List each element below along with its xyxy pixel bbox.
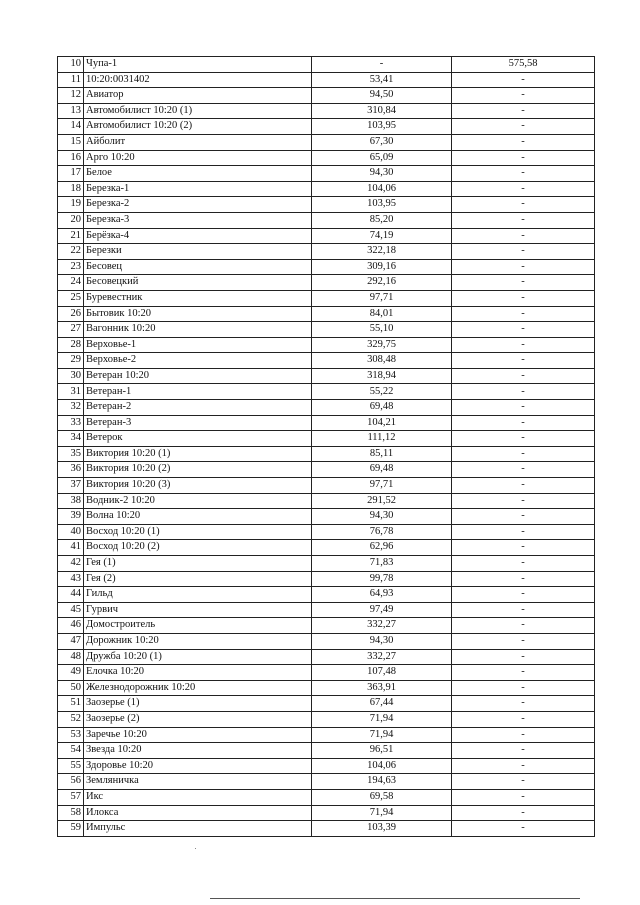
row-name-cell: Здоровье 10:20	[84, 758, 312, 774]
row-value1-cell: 55,10	[312, 322, 452, 338]
row-number-cell: 52	[58, 711, 84, 727]
row-value1-cell: 332,27	[312, 618, 452, 634]
row-value2-cell: -	[452, 228, 595, 244]
table-row	[58, 384, 595, 400]
row-number-cell: 23	[58, 259, 84, 275]
row-name-cell: Звезда 10:20	[84, 743, 312, 759]
row-value2-cell: -	[452, 758, 595, 774]
row-value2-cell: -	[452, 306, 595, 322]
row-name-cell: Виктория 10:20 (1)	[84, 446, 312, 462]
row-value1-cell: 76,78	[312, 524, 452, 540]
row-name-cell: 10:20:0031402	[84, 72, 312, 88]
row-value1-cell: 111,12	[312, 431, 452, 447]
row-name-cell: Волна 10:20	[84, 509, 312, 525]
row-number-cell: 58	[58, 805, 84, 821]
row-value2-cell: -	[452, 540, 595, 556]
row-number-cell: 50	[58, 680, 84, 696]
table-row	[58, 758, 595, 774]
row-name-cell: Белое	[84, 166, 312, 182]
row-name-cell: Арго 10:20	[84, 150, 312, 166]
row-number-cell: 22	[58, 244, 84, 260]
row-name-cell: Восход 10:20 (2)	[84, 540, 312, 556]
row-value1-cell: 71,94	[312, 805, 452, 821]
table-row	[58, 524, 595, 540]
row-value1-cell: 104,06	[312, 758, 452, 774]
row-value2-cell: -	[452, 353, 595, 369]
row-value1-cell: 94,30	[312, 166, 452, 182]
table-row	[58, 493, 595, 509]
table-row	[58, 774, 595, 790]
row-name-cell: Виктория 10:20 (3)	[84, 478, 312, 494]
row-name-cell: Буревестник	[84, 290, 312, 306]
row-value1-cell: 85,11	[312, 446, 452, 462]
row-value2-cell: -	[452, 212, 595, 228]
row-value1-cell: 318,94	[312, 368, 452, 384]
row-value2-cell: -	[452, 244, 595, 260]
table-row	[58, 462, 595, 478]
row-value2-cell: -	[452, 88, 595, 104]
row-number-cell: 40	[58, 524, 84, 540]
row-name-cell: Верховье-1	[84, 337, 312, 353]
row-name-cell: Автомобилист 10:20 (1)	[84, 103, 312, 119]
row-name-cell: Гурвич	[84, 602, 312, 618]
row-value2-cell: -	[452, 633, 595, 649]
row-value1-cell: 103,95	[312, 119, 452, 135]
row-value2-cell: -	[452, 774, 595, 790]
row-value1-cell: 308,48	[312, 353, 452, 369]
row-value2-cell: -	[452, 821, 595, 837]
table-row	[58, 88, 595, 104]
row-number-cell: 55	[58, 758, 84, 774]
row-number-cell: 21	[58, 228, 84, 244]
row-name-cell: Виктория 10:20 (2)	[84, 462, 312, 478]
table-row	[58, 665, 595, 681]
row-number-cell: 20	[58, 212, 84, 228]
row-number-cell: 36	[58, 462, 84, 478]
row-number-cell: 57	[58, 789, 84, 805]
row-value1-cell: 194,63	[312, 774, 452, 790]
row-value2-cell: -	[452, 337, 595, 353]
table-row	[58, 353, 595, 369]
row-value1-cell: -	[312, 57, 452, 73]
row-number-cell: 42	[58, 556, 84, 572]
table-row	[58, 509, 595, 525]
row-value2-cell: -	[452, 384, 595, 400]
table-row	[58, 446, 595, 462]
row-number-cell: 12	[58, 88, 84, 104]
row-number-cell: 14	[58, 119, 84, 135]
row-value1-cell: 97,49	[312, 602, 452, 618]
row-name-cell: Березка-2	[84, 197, 312, 213]
row-number-cell: 25	[58, 290, 84, 306]
row-name-cell: Заозерье (2)	[84, 711, 312, 727]
row-name-cell: Ветерок	[84, 431, 312, 447]
row-value1-cell: 97,71	[312, 290, 452, 306]
row-value2-cell: -	[452, 400, 595, 416]
row-number-cell: 10	[58, 57, 84, 73]
row-value2-cell: -	[452, 431, 595, 447]
row-value1-cell: 74,19	[312, 228, 452, 244]
row-number-cell: 47	[58, 633, 84, 649]
row-value2-cell: -	[452, 368, 595, 384]
row-name-cell: Бесовец	[84, 259, 312, 275]
row-name-cell: Елочка 10:20	[84, 665, 312, 681]
table-row	[58, 540, 595, 556]
row-name-cell: Автомобилист 10:20 (2)	[84, 119, 312, 135]
row-name-cell: Ветеран 10:20	[84, 368, 312, 384]
table-row	[58, 633, 595, 649]
row-value2-cell: -	[452, 415, 595, 431]
row-value2-cell: -	[452, 696, 595, 712]
row-name-cell: Березки	[84, 244, 312, 260]
row-number-cell: 15	[58, 134, 84, 150]
row-value2-cell: -	[452, 789, 595, 805]
row-value2-cell: -	[452, 134, 595, 150]
row-number-cell: 16	[58, 150, 84, 166]
row-name-cell: Гильд	[84, 587, 312, 603]
row-name-cell: Импульс	[84, 821, 312, 837]
table-row	[58, 696, 595, 712]
table-row	[58, 478, 595, 494]
row-value1-cell: 104,21	[312, 415, 452, 431]
row-value1-cell: 64,93	[312, 587, 452, 603]
row-name-cell: Икс	[84, 789, 312, 805]
row-value1-cell: 53,41	[312, 72, 452, 88]
page-edge-line	[210, 898, 580, 899]
scan-artifact	[195, 848, 196, 849]
row-number-cell: 51	[58, 696, 84, 712]
row-value1-cell: 329,75	[312, 337, 452, 353]
row-name-cell: Заозерье (1)	[84, 696, 312, 712]
row-value1-cell: 310,84	[312, 103, 452, 119]
table-row	[58, 727, 595, 743]
table-row	[58, 587, 595, 603]
row-number-cell: 28	[58, 337, 84, 353]
row-number-cell: 48	[58, 649, 84, 665]
row-value1-cell: 292,16	[312, 275, 452, 291]
row-number-cell: 41	[58, 540, 84, 556]
table-row	[58, 322, 595, 338]
row-number-cell: 39	[58, 509, 84, 525]
table-row	[58, 743, 595, 759]
row-value1-cell: 309,16	[312, 259, 452, 275]
table-row	[58, 571, 595, 587]
row-value2-cell: -	[452, 727, 595, 743]
row-value1-cell: 71,94	[312, 711, 452, 727]
row-name-cell: Илокса	[84, 805, 312, 821]
row-value2-cell: -	[452, 462, 595, 478]
row-number-cell: 24	[58, 275, 84, 291]
row-name-cell: Железнодорожник 10:20	[84, 680, 312, 696]
row-value2-cell: -	[452, 665, 595, 681]
row-number-cell: 26	[58, 306, 84, 322]
table-row	[58, 290, 595, 306]
row-number-cell: 35	[58, 446, 84, 462]
row-name-cell: Авиатор	[84, 88, 312, 104]
row-value1-cell: 65,09	[312, 150, 452, 166]
row-value2-cell: -	[452, 119, 595, 135]
row-name-cell: Дорожник 10:20	[84, 633, 312, 649]
row-value1-cell: 96,51	[312, 743, 452, 759]
row-number-cell: 37	[58, 478, 84, 494]
row-value2-cell: -	[452, 618, 595, 634]
row-value2-cell: -	[452, 322, 595, 338]
row-value1-cell: 94,30	[312, 633, 452, 649]
table-row	[58, 197, 595, 213]
row-value2-cell: -	[452, 150, 595, 166]
row-number-cell: 11	[58, 72, 84, 88]
table-row	[58, 400, 595, 416]
table-row	[58, 618, 595, 634]
table-row	[58, 649, 595, 665]
table-row	[58, 72, 595, 88]
row-value2-cell: -	[452, 805, 595, 821]
row-value2-cell: -	[452, 259, 595, 275]
row-name-cell: Ветеран-3	[84, 415, 312, 431]
row-value1-cell: 84,01	[312, 306, 452, 322]
row-name-cell: Ветеран-1	[84, 384, 312, 400]
row-number-cell: 43	[58, 571, 84, 587]
row-value2-cell: -	[452, 197, 595, 213]
row-name-cell: Дружба 10:20 (1)	[84, 649, 312, 665]
row-value1-cell: 55,22	[312, 384, 452, 400]
table-row	[58, 821, 595, 837]
row-name-cell: Ветеран-2	[84, 400, 312, 416]
table-row	[58, 228, 595, 244]
row-name-cell: Восход 10:20 (1)	[84, 524, 312, 540]
row-value1-cell: 85,20	[312, 212, 452, 228]
row-name-cell: Гея (2)	[84, 571, 312, 587]
row-number-cell: 38	[58, 493, 84, 509]
table-row	[58, 181, 595, 197]
row-number-cell: 44	[58, 587, 84, 603]
row-number-cell: 30	[58, 368, 84, 384]
row-value2-cell: -	[452, 571, 595, 587]
row-value2-cell: -	[452, 680, 595, 696]
row-value2-cell: -	[452, 275, 595, 291]
table-row	[58, 166, 595, 182]
row-number-cell: 45	[58, 602, 84, 618]
row-number-cell: 46	[58, 618, 84, 634]
row-number-cell: 31	[58, 384, 84, 400]
row-number-cell: 53	[58, 727, 84, 743]
row-value2-cell: -	[452, 493, 595, 509]
row-name-cell: Бесовецкий	[84, 275, 312, 291]
table-row	[58, 789, 595, 805]
table-row	[58, 680, 595, 696]
row-value1-cell: 97,71	[312, 478, 452, 494]
row-value1-cell: 363,91	[312, 680, 452, 696]
row-value1-cell: 71,83	[312, 556, 452, 572]
table-row	[58, 431, 595, 447]
row-value1-cell: 99,78	[312, 571, 452, 587]
row-number-cell: 33	[58, 415, 84, 431]
row-value2-cell: -	[452, 587, 595, 603]
table-row	[58, 119, 595, 135]
row-name-cell: Вагонник 10:20	[84, 322, 312, 338]
row-value2-cell: -	[452, 103, 595, 119]
row-number-cell: 49	[58, 665, 84, 681]
row-value1-cell: 71,94	[312, 727, 452, 743]
table-row	[58, 602, 595, 618]
row-name-cell: Чупа-1	[84, 57, 312, 73]
row-value1-cell: 69,48	[312, 462, 452, 478]
row-number-cell: 19	[58, 197, 84, 213]
table-row	[58, 306, 595, 322]
table-row	[58, 57, 595, 73]
table-row	[58, 259, 595, 275]
row-name-cell: Березка-3	[84, 212, 312, 228]
row-value1-cell: 322,18	[312, 244, 452, 260]
table-row	[58, 711, 595, 727]
row-number-cell: 18	[58, 181, 84, 197]
row-value2-cell: -	[452, 181, 595, 197]
row-value2-cell: -	[452, 72, 595, 88]
table-row	[58, 415, 595, 431]
row-value2-cell: -	[452, 509, 595, 525]
row-name-cell: Верховье-2	[84, 353, 312, 369]
row-value2-cell: 575,58	[452, 57, 595, 73]
row-value1-cell: 94,30	[312, 509, 452, 525]
row-name-cell: Бытовик 10:20	[84, 306, 312, 322]
row-number-cell: 59	[58, 821, 84, 837]
row-value2-cell: -	[452, 446, 595, 462]
row-value1-cell: 332,27	[312, 649, 452, 665]
row-number-cell: 54	[58, 743, 84, 759]
table-row	[58, 337, 595, 353]
row-name-cell: Берёзка-4	[84, 228, 312, 244]
row-number-cell: 27	[58, 322, 84, 338]
row-value1-cell: 67,44	[312, 696, 452, 712]
row-value1-cell: 291,52	[312, 493, 452, 509]
row-value2-cell: -	[452, 711, 595, 727]
row-value2-cell: -	[452, 524, 595, 540]
row-value2-cell: -	[452, 478, 595, 494]
row-name-cell: Айболит	[84, 134, 312, 150]
table-row	[58, 556, 595, 572]
row-name-cell: Березка-1	[84, 181, 312, 197]
table-row	[58, 805, 595, 821]
table-body	[58, 57, 595, 837]
row-number-cell: 13	[58, 103, 84, 119]
table-row	[58, 212, 595, 228]
row-value1-cell: 67,30	[312, 134, 452, 150]
row-value2-cell: -	[452, 556, 595, 572]
table-row	[58, 368, 595, 384]
row-number-cell: 29	[58, 353, 84, 369]
row-value2-cell: -	[452, 602, 595, 618]
row-value2-cell: -	[452, 649, 595, 665]
row-name-cell: Гея (1)	[84, 556, 312, 572]
row-number-cell: 32	[58, 400, 84, 416]
table-row	[58, 244, 595, 260]
row-name-cell: Домостроитель	[84, 618, 312, 634]
row-value1-cell: 69,48	[312, 400, 452, 416]
table-row	[58, 134, 595, 150]
row-name-cell: Заречье 10:20	[84, 727, 312, 743]
row-value1-cell: 103,39	[312, 821, 452, 837]
row-number-cell: 34	[58, 431, 84, 447]
row-value1-cell: 69,58	[312, 789, 452, 805]
row-value1-cell: 62,96	[312, 540, 452, 556]
row-value1-cell: 107,48	[312, 665, 452, 681]
row-number-cell: 56	[58, 774, 84, 790]
row-value2-cell: -	[452, 166, 595, 182]
row-value2-cell: -	[452, 290, 595, 306]
row-name-cell: Земляничка	[84, 774, 312, 790]
row-value1-cell: 104,06	[312, 181, 452, 197]
row-number-cell: 17	[58, 166, 84, 182]
row-value1-cell: 103,95	[312, 197, 452, 213]
data-table	[57, 56, 595, 837]
table-row	[58, 150, 595, 166]
row-value2-cell: -	[452, 743, 595, 759]
table-row	[58, 103, 595, 119]
table-row	[58, 275, 595, 291]
row-name-cell: Водник-2 10:20	[84, 493, 312, 509]
row-value1-cell: 94,50	[312, 88, 452, 104]
